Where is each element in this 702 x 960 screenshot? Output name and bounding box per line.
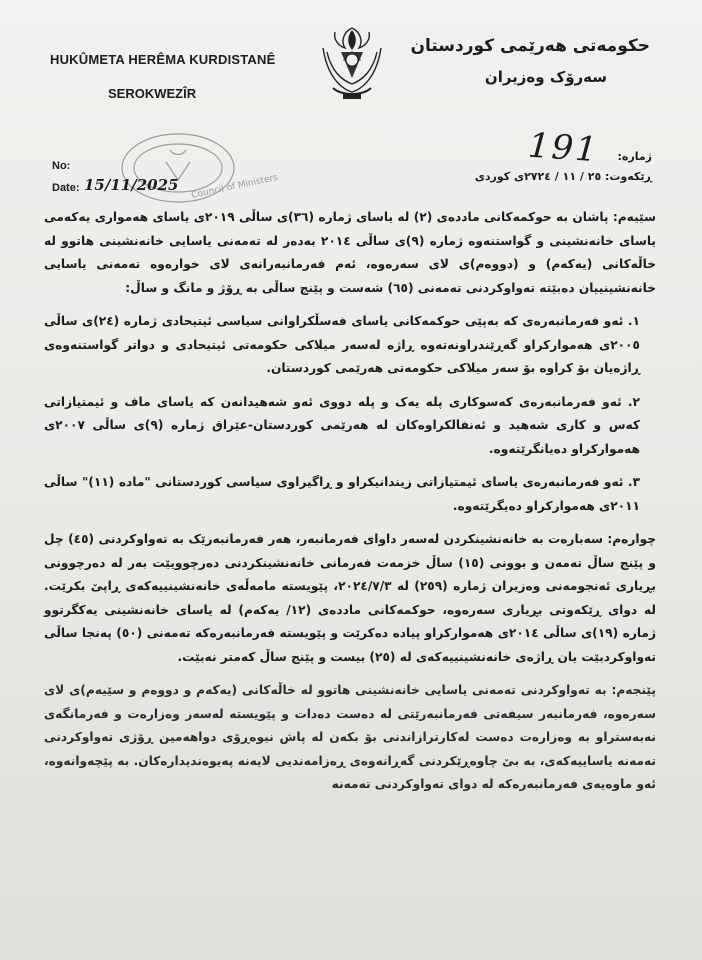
office-name-arabic: سەرۆک وەزیران — [484, 68, 607, 86]
kurdish-date-line: ڕێکەوت: ٢٥ / ١١ / ٢٧٢٤ی کوردی — [474, 170, 652, 183]
handwritten-date: 15/11/2025 — [84, 176, 179, 194]
paragraph-fourth: چوارەم: سەبارەت بە خانەنشینکردن لەسەر داوای فەرمانبەر، هەر فەرمانبەرێک بە تەواوکردنی (٤٥) چل و پێنج ساڵ تەمەن و بوونی (١٥) ساڵ خزمەت فەرمانی خانەنشینکردنی دەرچوویێت بەر لە دەرچوونی بڕیاری ئەنجومەنی وەزیران ژمارە (٢٥٩) لە ٢٠٢٤/٧/٣، پێویستە مامەڵەی خانەنشینییەکەی ڕاپێ بکرێت. لە دوای ڕێکەوتی بڕیاری سەرەوە، حوکمەکانی ماددەی (١٢/ یەکەم) لە یاسای خانەنشینی یەکگرتوو ژمارە (١٩)ی ساڵی ٢٠١٤ی هەموارکراو پیادە دەکرێت و پێویستە فەرمانبەرەکە تەمەنی (٥٠) پەنجا ساڵی تەواوکردبێت یان ڕاژەی خانەنشینییەکەی لە (٢٥) بیست و پێنج ساڵ کەمتر نەبێت. — [44, 532, 657, 664]
kurdistan-emblem-icon — [313, 18, 391, 106]
council-seal-stamp-icon — [118, 128, 279, 206]
date-label: Date: — [52, 182, 80, 194]
reference-number-label: ژمارە: — [617, 150, 652, 163]
number-label: No: — [52, 160, 71, 172]
government-name-latin: HUKÛMETA HERÊMA KURDISTANÊ — [50, 52, 276, 67]
handwritten-reference-number: 191 — [526, 125, 601, 171]
office-name-latin: SEROKWEZÎR — [108, 86, 197, 101]
svg-text:Council of Ministers: Council of Ministers — [190, 172, 279, 201]
paragraph-fifth: پێنجەم: بە تەواوکردنی تەمەنی یاسایی خانەنشینی هاتوو لە خاڵەکانی (یەکەم و دووەم و سێیەم)ی لای سەرەوە، فەرمانبەر سیفەتی فەرمانبەرێتی لە دەست دەدات و پێویستە لەسەر وەزارەت و فەرمانگەی نەبەستراو بە وەزارەت دەست لەکارترازاندنی بۆ بکەن لە پاش نیوەڕۆی دواهەمین ڕۆژی تەواوکردنی تەمەنە یاساییەکەی، بە بێ چاوەڕێکردنی گەڕانەوەی ڕەزامەندیی لایەنە پەیوەندیدارەکان. بە پێچەوانەوە، ئەو ماوەیەی فەرمانبەرەکە لە دوای تەواوکردنی تەمەنە — [44, 683, 656, 791]
paragraph-third: سێیەم: پاشان بە حوکمەکانی ماددەی (٢) لە یاسای ژمارە (٣٦)ی ساڵی ٢٠١٩ی یاسای هەمواری یەکەمی یاسای خانەنشینی و گواستنەوە ژمارە (٩)ی ساڵی ٢٠١٤ بەدەر لە تەمەنی یاسایی خانەنشینی هاتوو لە خاڵەکانی (یەکەم) و (دووەم)ی لای سەرەوە، ئەم فەرمانبەرانەی لای خوارەوە تەمەنی یاسایی خانەنشینییان دەبێتە تەواوکردنی تەمەنی (٦٥) شەست و پێنج ساڵی بە ڕۆژ و مانگ و ساڵ: — [44, 210, 657, 295]
list-item-2: ٢. ئەو فەرمانبەرەی کەسوکاری پلە یەک و پلە دووی ئەو شەهیدانەن کە یاسای ماف و ئیمتیازاتی کەس و کاری شەهید و ئەنفالکراوەکان لە هەرێمی کوردستان-عێراق ژمارە (٩)ی ساڵی ٢٠٠٧ی هەموارکراو دەیانگرێتەوە. — [44, 394, 640, 456]
letter-body — [44, 206, 656, 807]
list-item-3: ٣. ئەو فەرمانبەرەی یاسای ئیمتیازاتی زیندانیکراو و ڕاگیراوی سیاسی کوردستانی "مادە (١١)" ساڵی ٢٠١١ی هەموارکراو دەیگرێتەوە. — [44, 475, 641, 513]
government-name-arabic: حکومەتی هەرێمی کوردستان — [410, 36, 650, 56]
list-item-1: ١. ئەو فەرمانبەرەی کە بەپێی حوکمەکانی یاسای فەسڵکراوانی سیاسی ئیتیحادی ژمارە (٢٤)ی ساڵی ٢٠٠٥ی هەموارکراو گەڕێندراونەتەوە ڕاژە لەسەر میلاکی حکومەتی ئیتیحادی و دواتر گواستنەوەی ڕاژەیان بۆ کراوە بۆ سەر میلاکی حکومەتی هەرێمی کوردستان. — [44, 314, 640, 375]
